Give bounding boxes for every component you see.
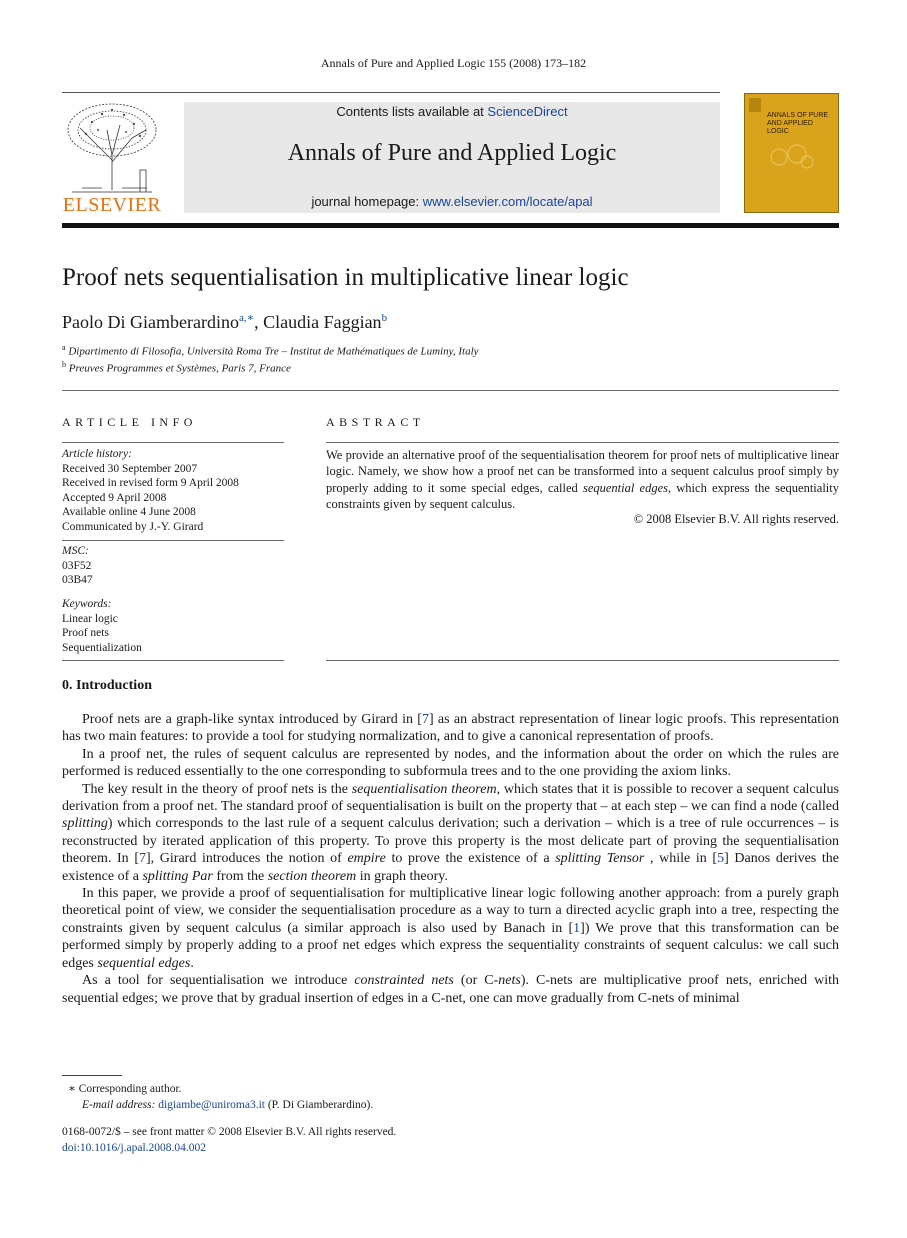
abstract-emphasis: sequential edges: [582, 480, 668, 495]
info-rule: [62, 660, 284, 661]
sciencedirect-link[interactable]: ScienceDirect: [487, 104, 568, 119]
history-item: Communicated by J.-Y. Girard: [62, 520, 204, 533]
affil-a-mark: a: [62, 343, 66, 352]
tree-icon: [62, 100, 162, 195]
author-1: Paolo Di Giamberardino: [62, 312, 239, 332]
keyword-item: Proof nets: [62, 627, 109, 639]
keywords: [62, 597, 284, 655]
msc-item: 03F52: [62, 559, 92, 572]
paragraph: In a proof net, the rules of sequent calculus are represented by nodes, and the information about the order on which the rules are performed is reduced essentially to the one corresponding to subformula trees and to the one providing the axiom links.: [62, 746, 839, 780]
history-label: Article history:: [62, 448, 132, 460]
author-2-affil-mark[interactable]: b: [381, 312, 388, 324]
affiliation-b: [62, 360, 291, 375]
paragraph: The key result in the theory of proof nets is the sequentialisation theorem, which states that it is possible to recover a sequent calculus derivation from a proof net. The standard proof of sequentialisation is built on the property that – at each step – we can find a node (called splitting) which corresponds to the last rule of a sequent calculus derivation; such a derivation – which is a tree of rule occurrences – is reconstructed by iterated application of this property. To prove this property is the most delicate part of proving the sequentialisation theorem. In [7], Girard introduces the notion of empire to prove the existence of a splitting Tensor , while in [5] Danos derives the existence of a splitting Par from the section theorem in graph theory.: [62, 781, 840, 884]
masthead-thick-rule: [62, 223, 839, 228]
abstract-rule: [326, 442, 839, 443]
cover-ornament-icon: [767, 142, 817, 172]
cover-logo-icon: [749, 98, 761, 112]
article-info-heading: ARTICLE INFO: [62, 415, 197, 429]
history-item: Available online 4 June 2008: [62, 506, 196, 518]
journal-title: Annals of Pure and Applied Logic: [287, 140, 617, 166]
paragraph: As a tool for sequentialisation we introduce constrainted nets (or C-nets). C-nets are multiplicative proof nets, enriched with sequential edges; we prove that by gradual insertion of edges in a C-net, one can move gradually from C-nets of minimal: [62, 973, 839, 1006]
authors: [62, 311, 387, 333]
history-item: Received 30 September 2007: [62, 462, 198, 475]
info-rule: [62, 540, 284, 541]
keywords-label: Keywords:: [62, 598, 112, 610]
contents-line: [184, 104, 720, 119]
abstract-rule: [326, 660, 839, 661]
paragraph: Proof nets are a graph-like syntax introduced by Girard in [7] as an abstract representation of linear logic proofs. This representation has two main features: to provide a tool for studying normalization, and to give a canonical representation of proofs.: [62, 712, 839, 745]
doi-link[interactable]: doi:10.1016/j.apal.2008.04.002: [62, 1142, 207, 1154]
affil-b-text: Preuves Programmes et Systèmes, Paris 7, France: [68, 362, 291, 375]
abstract-text: [326, 447, 839, 512]
info-rule: [62, 442, 284, 443]
article-title: Proof nets sequentialisation in multiplicative linear logic: [62, 264, 629, 291]
homepage-line: [184, 194, 720, 209]
citation-link[interactable]: 7: [421, 712, 429, 727]
issn-line: 0168-0072/$ – see front matter © 2008 Elsevier B.V. All rights reserved.: [62, 1126, 397, 1138]
email-suffix: (P. Di Giamberardino).: [264, 1099, 374, 1111]
keyword-item: Sequentialization: [62, 641, 142, 654]
affil-a-text: Dipartimento di Filosofia, Università Roma Tre – Institut de Mathématiques de Luminy, Italy: [68, 345, 479, 358]
abstract-part: , which express the sequentiality constraints given by sequent calculus.: [326, 480, 839, 511]
email-link[interactable]: digiambe@uniroma3.it: [158, 1099, 265, 1111]
affiliation-a: [62, 343, 479, 358]
front-matter: [62, 1124, 396, 1156]
footnote-rule: [62, 1075, 122, 1076]
masthead-top-rule: [62, 92, 720, 93]
abstract-heading: ABSTRACT: [326, 415, 425, 429]
homepage-link[interactable]: www.elsevier.com/locate/apal: [422, 194, 593, 209]
body-text: [62, 711, 839, 1007]
article-history: [62, 447, 284, 534]
running-head: Annals of Pure and Applied Logic 155 (2008) 173–182: [320, 56, 587, 70]
affiliation-rule: [62, 390, 839, 391]
msc-label: MSC:: [62, 545, 89, 557]
corresponding-author: Corresponding author.: [78, 1083, 182, 1095]
author-2: Claudia Faggian: [263, 312, 382, 332]
keyword-item: Linear logic: [62, 612, 118, 625]
footnote: [62, 1081, 373, 1113]
author-1-affil-mark[interactable]: a,∗: [238, 312, 255, 324]
section-heading: 0. Introduction: [62, 678, 152, 693]
citation-link[interactable]: 1: [573, 920, 581, 936]
homepage-prefix: journal homepage:: [311, 194, 423, 209]
citation-link[interactable]: 7: [139, 851, 146, 867]
paragraph: In this paper, we provide a proof of sequentialisation for multiplicative linear logic following another approach: from a purely graph theoretical point of view, we consider the sequentialisation procedure as a way to turn a directed acyclic graph into a tree, respecting the constraints given by sequent calculus (a similar approach is also used by Banach in [1]) We prove that this transformation can be performed simply by properly adding to a proof net edges which express the sequentiality constraints of sequent calculus: we call such edges sequential edges.: [62, 886, 839, 971]
publisher-wordmark: ELSEVIER: [62, 194, 162, 216]
abstract-part: We provide an alternative proof of the sequentialisation theorem for proof nets of multiplicative linear logic. Namely, we show how a proof net can be transformed into a sequent calculus proof simply by properly adding to it some special edges, called: [326, 448, 839, 495]
cover-title: ANNALS OF PURE AND APPLIED LOGIC: [767, 112, 829, 135]
contents-prefix: Contents lists available at: [336, 104, 488, 119]
footnote-mark: ∗: [68, 1083, 76, 1095]
abstract-copyright: © 2008 Elsevier B.V. All rights reserved.: [633, 512, 839, 526]
msc-codes: [62, 544, 284, 588]
citation-link[interactable]: 5: [717, 851, 725, 867]
history-item: Accepted 9 April 2008: [62, 491, 167, 504]
journal-cover: [744, 93, 839, 213]
history-item: Received in revised form 9 April 2008: [62, 477, 239, 489]
msc-item: 03B47: [62, 574, 93, 586]
author-separator: ,: [254, 312, 264, 332]
email-label: E-mail address:: [82, 1099, 156, 1111]
affil-b-mark: b: [62, 360, 66, 369]
